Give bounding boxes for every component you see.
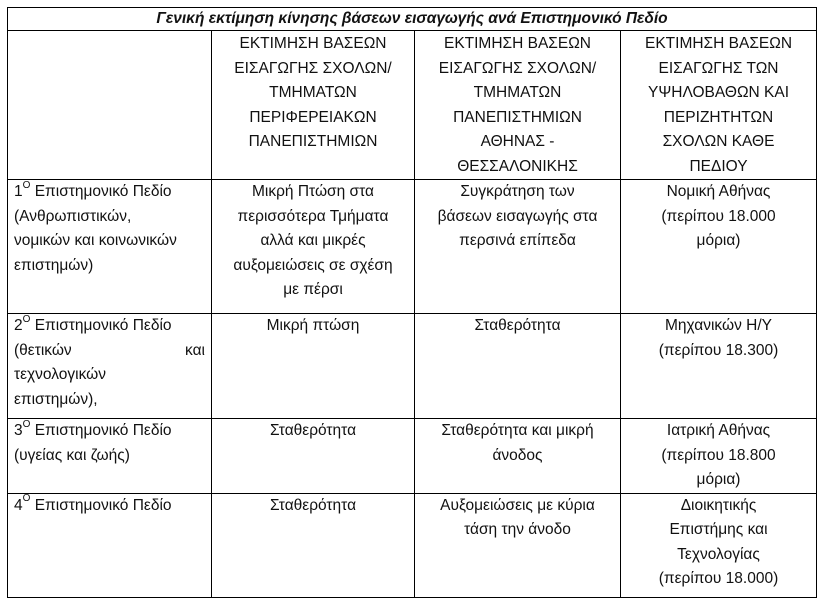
cell-text-line: (περίπου 18.800 [661, 446, 776, 464]
cell-text-line: Διοικητικής [680, 496, 757, 514]
field-description-line: (Ανθρωπιστικών, [14, 207, 132, 225]
header-text-line: ΤΜΗΜΑΤΩΝ [473, 84, 562, 101]
field-title-text: Επιστημονικό Πεδίο [30, 183, 172, 200]
field-title [14, 180, 205, 205]
field-description-line: επιστημών), [14, 390, 98, 408]
header-row [8, 31, 817, 180]
header-text-line: ΕΚΤΙΜΗΣΗ ΒΑΣΕΩΝ [443, 35, 591, 52]
header-text-line: ΠΕΡΙΖΗΤΗΤΩΝ [663, 108, 774, 126]
estimation-table [7, 7, 817, 598]
top-school-cell [621, 419, 817, 494]
cell-text-line: μόρια) [696, 232, 741, 249]
field-title [14, 419, 205, 444]
cell-text-line: βάσεων εισαγωγής στα [437, 207, 598, 225]
header-text-line: ΘΕΣΣΑΛΟΝΙΚΗΣ [457, 157, 578, 175]
field-description-line: (θετικών και [14, 341, 205, 359]
header-text-line: ΠΑΝΕΠΙΣΤΗΜΙΩΝ [453, 108, 582, 126]
athens-thessaloniki-estimate-cell [415, 314, 621, 419]
table-row [8, 180, 817, 314]
cell-text-line: τάση την άνοδο [464, 521, 571, 538]
cell-text-line: Μηχανικών Η/Υ [665, 317, 772, 334]
title-row [8, 8, 817, 31]
regional-estimate-cell [212, 493, 415, 597]
cell-text-line: Αυξομειώσεις με κύρια [440, 496, 595, 514]
field-number: 2 [14, 317, 23, 334]
field-number: 4 [14, 496, 23, 514]
field-description-line: επιστημών) [14, 256, 94, 274]
header-text-line: ΤΜΗΜΑΤΩΝ [269, 84, 357, 101]
cell-text-line: (περίπου 18.300) [658, 341, 779, 359]
table-row [8, 314, 817, 419]
cell-text-line: Σταθερότητα [474, 317, 561, 334]
header-text-line: ΠΕΡΙΦΕΡΕΙΑΚΩΝ [249, 108, 377, 126]
header-top-schools [621, 31, 817, 180]
field-description-line: νομικών και κοινωνικών [14, 232, 177, 249]
cell-text-line: με πέρσι [283, 281, 343, 298]
cell-text-line: Μικρή πτώση [266, 317, 360, 334]
field-title-text: Επιστημονικό Πεδίο [30, 496, 172, 514]
athens-thessaloniki-estimate-cell [415, 493, 621, 597]
top-school-cell [621, 314, 817, 419]
regional-estimate-cell [212, 314, 415, 419]
header-text-line: ΕΙΣΑΓΩΓΗΣ ΤΩΝ [658, 59, 779, 77]
header-text-line: ΣΧΟΛΩΝ ΚΑΘΕ [662, 133, 775, 150]
cell-text-line: Επιστήμης και [669, 521, 768, 538]
field-description-line: (υγείας και ζωής) [14, 446, 130, 464]
cell-text-line: Συγκράτηση των [460, 183, 575, 200]
table-title: Γενική εκτίμηση κίνησης βάσεων εισαγωγής ανά Επιστημονικό Πεδίο [8, 8, 817, 31]
header-text-line: ΕΙΣΑΓΩΓΗΣ ΣΧΟΛΩΝ/ [438, 59, 597, 77]
cell-text-line: Μικρή Πτώση στα [252, 183, 374, 200]
cell-text-line: Σταθερότητα και μικρή [441, 422, 594, 439]
cell-text-line: αλλά και μικρές [260, 232, 366, 249]
field-number: 1 [14, 183, 23, 200]
regional-estimate-cell [212, 180, 415, 314]
table-row [8, 493, 817, 597]
cell-text-line: μόρια) [696, 471, 741, 488]
ordinal-superscript: Ο [22, 179, 31, 191]
cell-text-line: (περίπου 18.000 [661, 207, 776, 225]
cell-text-line: Σταθερότητα [269, 496, 357, 514]
ordinal-superscript: Ο [22, 418, 31, 430]
header-text-line: ΠΕΔΙΟΥ [689, 157, 748, 175]
header-text-line: ΑΘΗΝΑΣ - [480, 133, 555, 150]
header-text-line: ΕΙΣΑΓΩΓΗΣ ΣΧΟΛΩΝ/ [234, 59, 392, 77]
header-text-line: ΠΑΝΕΠΙΣΤΗΜΙΩΝ [248, 133, 378, 150]
cell-text-line: αυξομειώσεις σε σχέση [233, 256, 393, 274]
field-label-cell [8, 493, 212, 597]
estimation-table-container [7, 7, 816, 598]
athens-thessaloniki-estimate-cell [415, 419, 621, 494]
header-regional-universities [212, 31, 415, 180]
header-text-line: ΥΨΗΛΟΒΑΘΩΝ ΚΑΙ [647, 84, 790, 101]
cell-text-line: Τεχνολογίας [677, 545, 760, 563]
cell-text-line: περισσότερα Τμήματα [237, 207, 389, 225]
cell-text-line: (περίπου 18.000) [658, 570, 779, 587]
field-label-cell [8, 419, 212, 494]
field-label-cell [8, 314, 212, 419]
header-text-line: ΕΚΤΙΜΗΣΗ ΒΑΣΕΩΝ [239, 35, 387, 52]
field-title [14, 314, 205, 339]
field-title [14, 494, 205, 519]
cell-text-line: Νομική Αθήνας [666, 183, 771, 200]
field-label-cell [8, 180, 212, 314]
field-number: 3 [14, 422, 23, 439]
header-text-line: ΕΚΤΙΜΗΣΗ ΒΑΣΕΩΝ [645, 35, 793, 52]
header-athens-thessaloniki [415, 31, 621, 180]
cell-text-line: Ιατρική Αθήνας [666, 422, 771, 439]
regional-estimate-cell [212, 419, 415, 494]
header-empty-cell [8, 31, 212, 180]
ordinal-superscript: Ο [22, 313, 31, 325]
table-row [8, 419, 817, 494]
athens-thessaloniki-estimate-cell [415, 180, 621, 314]
field-description-line: τεχνολογικών [14, 366, 106, 383]
field-title-text: Επιστημονικό Πεδίο [30, 422, 172, 439]
ordinal-superscript: Ο [22, 493, 31, 505]
field-title-text: Επιστημονικό Πεδίο [30, 317, 172, 334]
top-school-cell [621, 180, 817, 314]
cell-text-line: περσινά επίπεδα [459, 232, 576, 249]
cell-text-line: Σταθερότητα [269, 422, 357, 439]
cell-text-line: άνοδος [492, 446, 543, 464]
top-school-cell [621, 493, 817, 597]
